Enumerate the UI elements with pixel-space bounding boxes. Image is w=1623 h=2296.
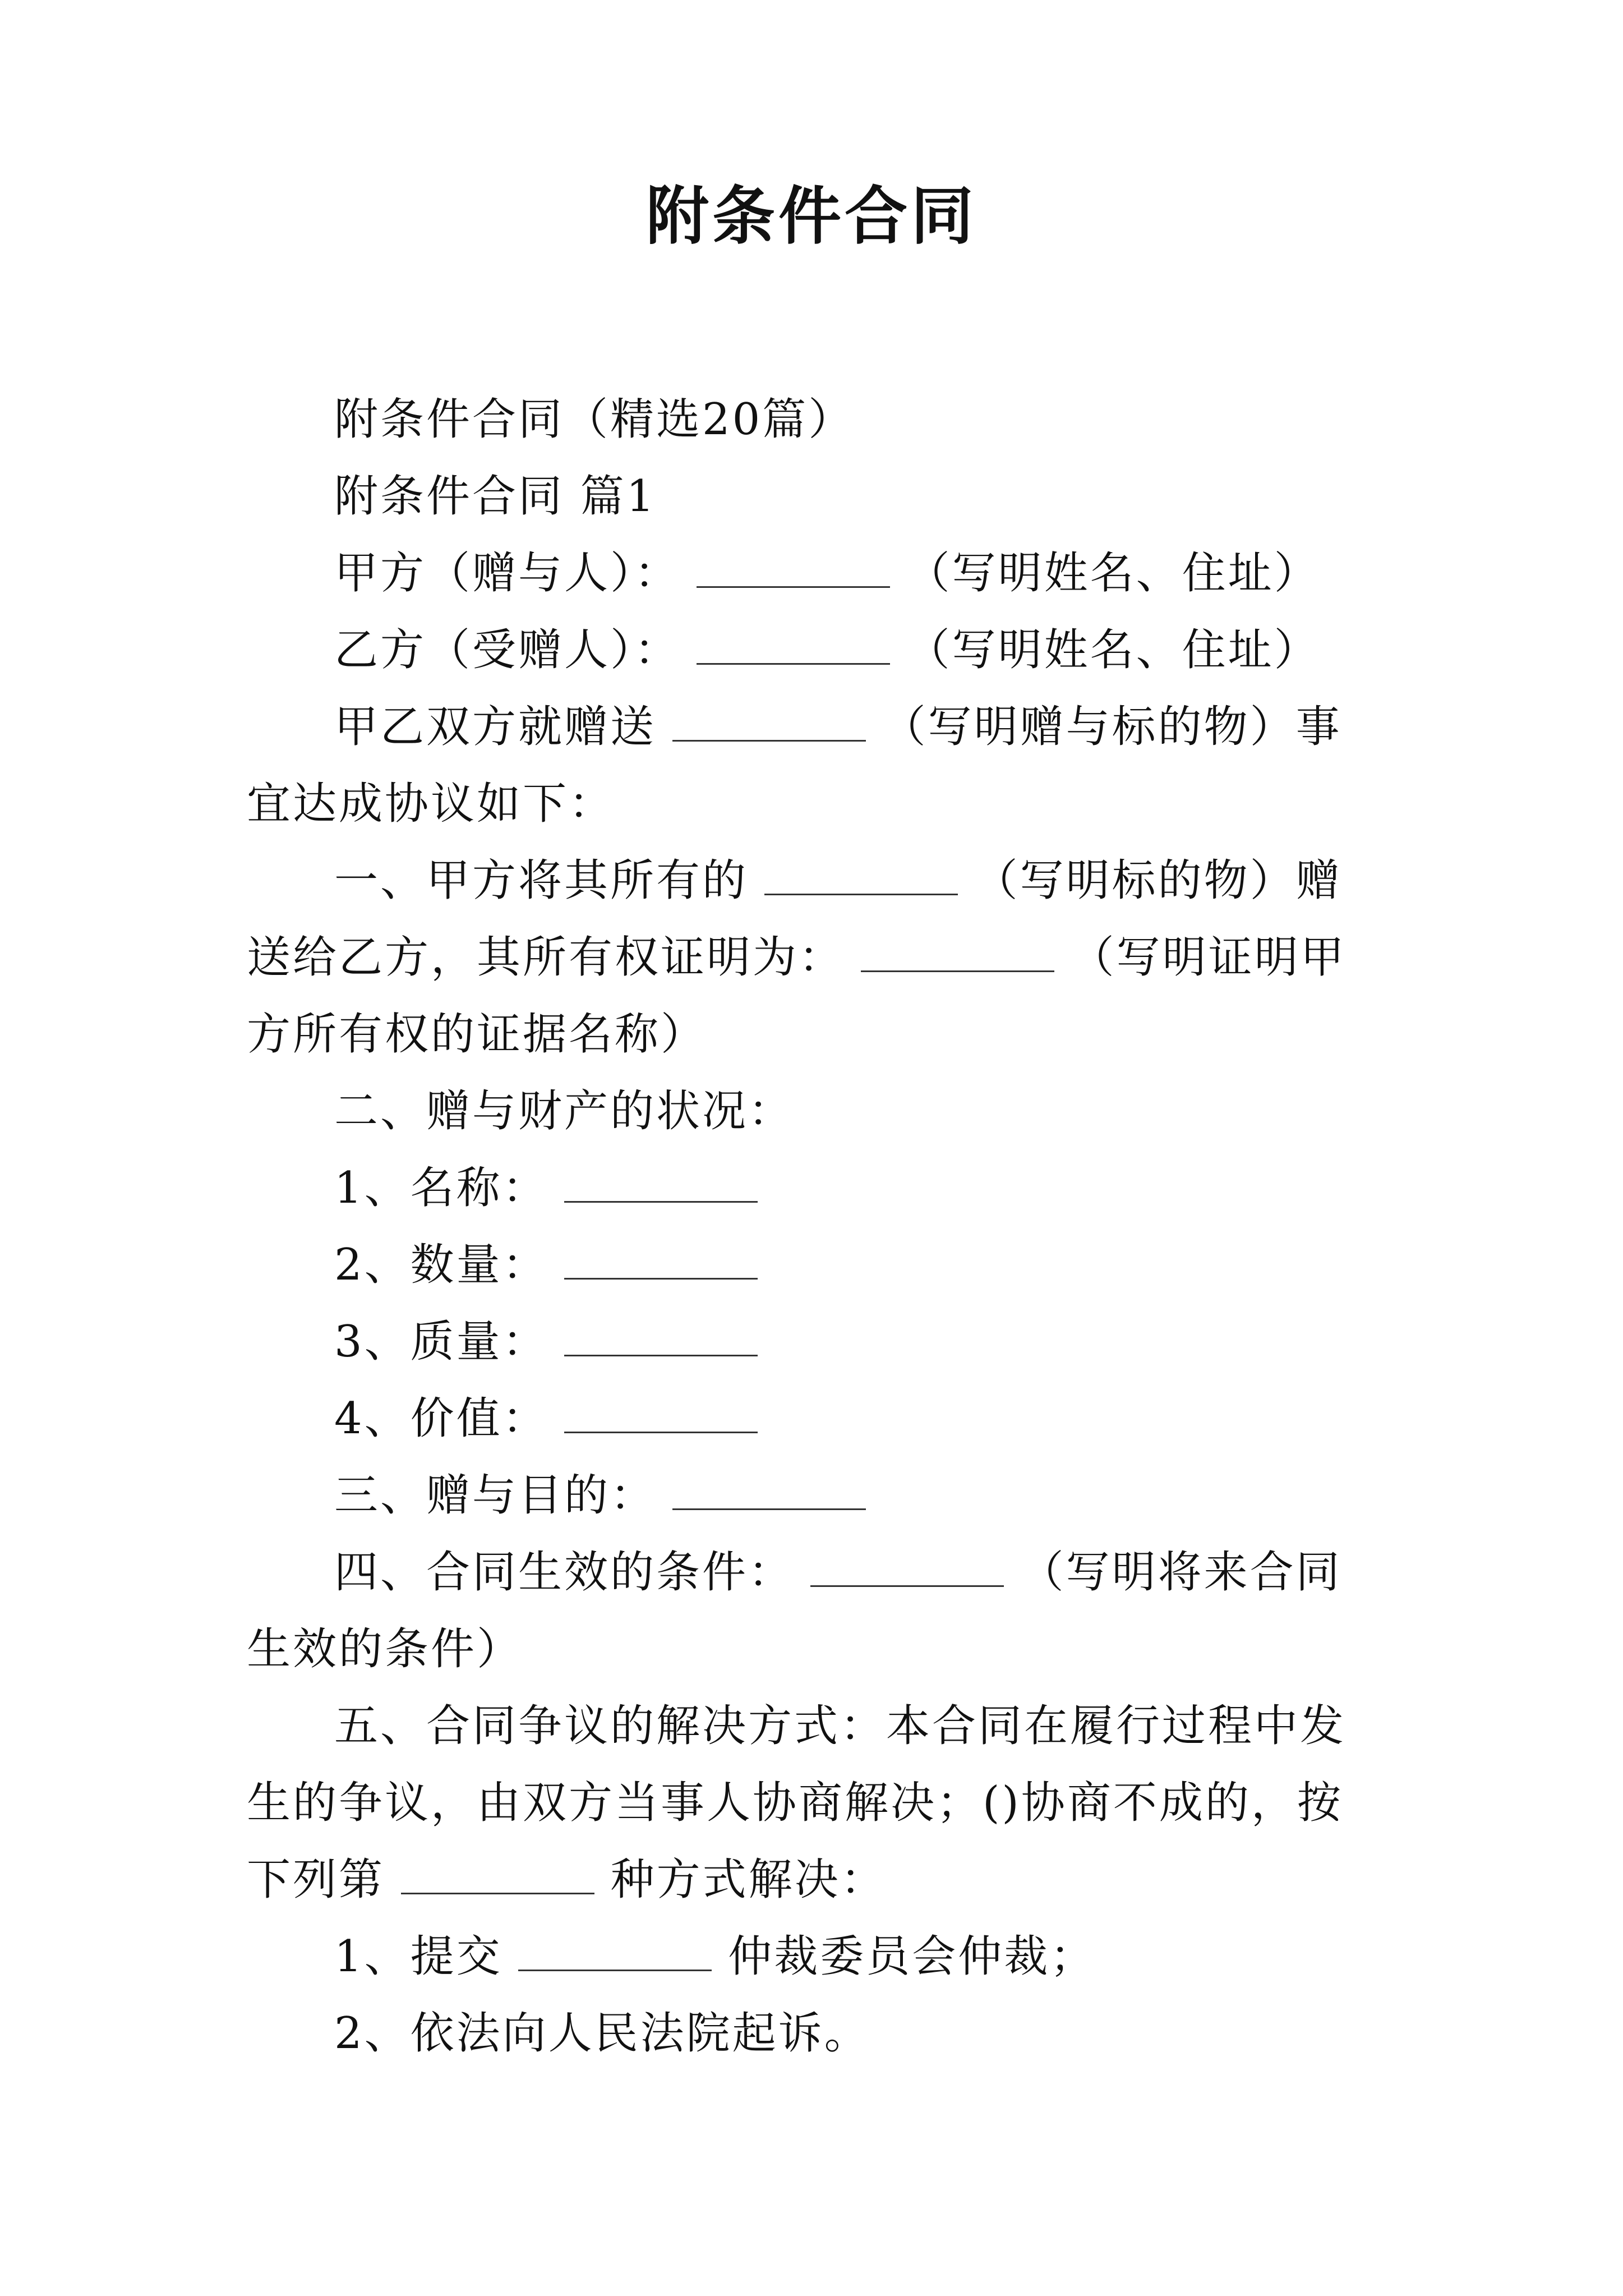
clause-five-text-a: 五、合同争议的解决方式：本合同在履行过程中发生的争议，由双方当事人协商解决；()协商不成的，按下列第 [247,1701,1347,1905]
dispute-option-one-text-a: 1、提交 [334,1931,502,1982]
subtitle-line [247,381,1380,458]
item-quality-blank [564,1313,758,1356]
party-b-line [247,612,1380,689]
party-a-line [247,535,1380,612]
party-b-blank [697,622,890,665]
document-title: 附条件合同 [646,180,977,253]
clause-four-text-b: （写明将来合同生效的条件） [247,1547,1342,1674]
item-value-blank [564,1390,758,1433]
clause-one-paragraph [247,843,1380,1073]
dispute-option-one-blank [518,1928,712,1971]
clause-four-paragraph [247,1534,1380,1688]
clause-three-blank [672,1467,866,1510]
party-b-note: （写明姓名、住址） [906,625,1320,675]
party-a-blank [697,545,890,588]
subtitle-text: 附条件合同（精选20篇） [334,394,855,445]
item-quality-line [247,1304,1380,1381]
item-quality-label: 3、质量： [334,1317,548,1367]
clause-five-text-b: 种方式解决： [610,1855,887,1905]
clause-three-line [247,1457,1380,1534]
gift-lead-text: 甲乙双方就赠送 [334,702,657,752]
item-quantity-line [247,1227,1380,1304]
item-name-blank [564,1159,758,1203]
clause-three-text: 三、赠与目的： [334,1470,657,1521]
item-value-label: 4、价值： [334,1393,548,1444]
item-value-line [247,1381,1380,1457]
party-a-note: （写明姓名、住址） [906,548,1320,599]
clause-one-object-blank [764,852,958,895]
clause-one-text-a: 一、甲方将其所有的 [334,855,749,906]
document-body [247,381,1380,2072]
clause-four-blank [810,1544,1004,1587]
item-name-line [247,1150,1380,1227]
section-text: 附条件合同 篇1 [334,471,657,522]
clause-four-text-a: 四、合同生效的条件： [334,1547,795,1598]
gift-blank [672,698,866,742]
dispute-option-two-text: 2、依法向人民法院起诉。 [334,2008,870,2059]
dispute-option-one-text-b: 仲裁委员会仲裁； [728,1931,1096,1982]
dispute-option-one-line [247,1918,1380,1995]
clause-two-text: 二、赠与财产的状况： [334,1086,795,1137]
item-name-label: 1、名称： [334,1163,548,1213]
clause-one-text-b: （写明标的物）赠送给乙方，其所有权证明为： [247,855,1342,983]
party-a-label: 甲方（赠与人）： [334,548,681,599]
clause-one-text-c: （写明证明甲方所有权的证据名称） [247,932,1347,1060]
dispute-option-two-line [247,1995,1380,2072]
gift-note-text: （写明赠与标的物）事宜达成协议如下： [247,702,1342,829]
clause-five-paragraph [247,1688,1380,1918]
clause-one-proof-blank [861,929,1054,972]
section-line [247,458,1380,535]
clause-two-line [247,1073,1380,1150]
item-quantity-label: 2、数量： [334,1240,548,1290]
clause-five-blank [401,1851,594,1894]
gift-agreement-paragraph [247,689,1380,843]
party-b-label: 乙方（受赠人）： [334,625,681,675]
item-quantity-blank [564,1236,758,1280]
